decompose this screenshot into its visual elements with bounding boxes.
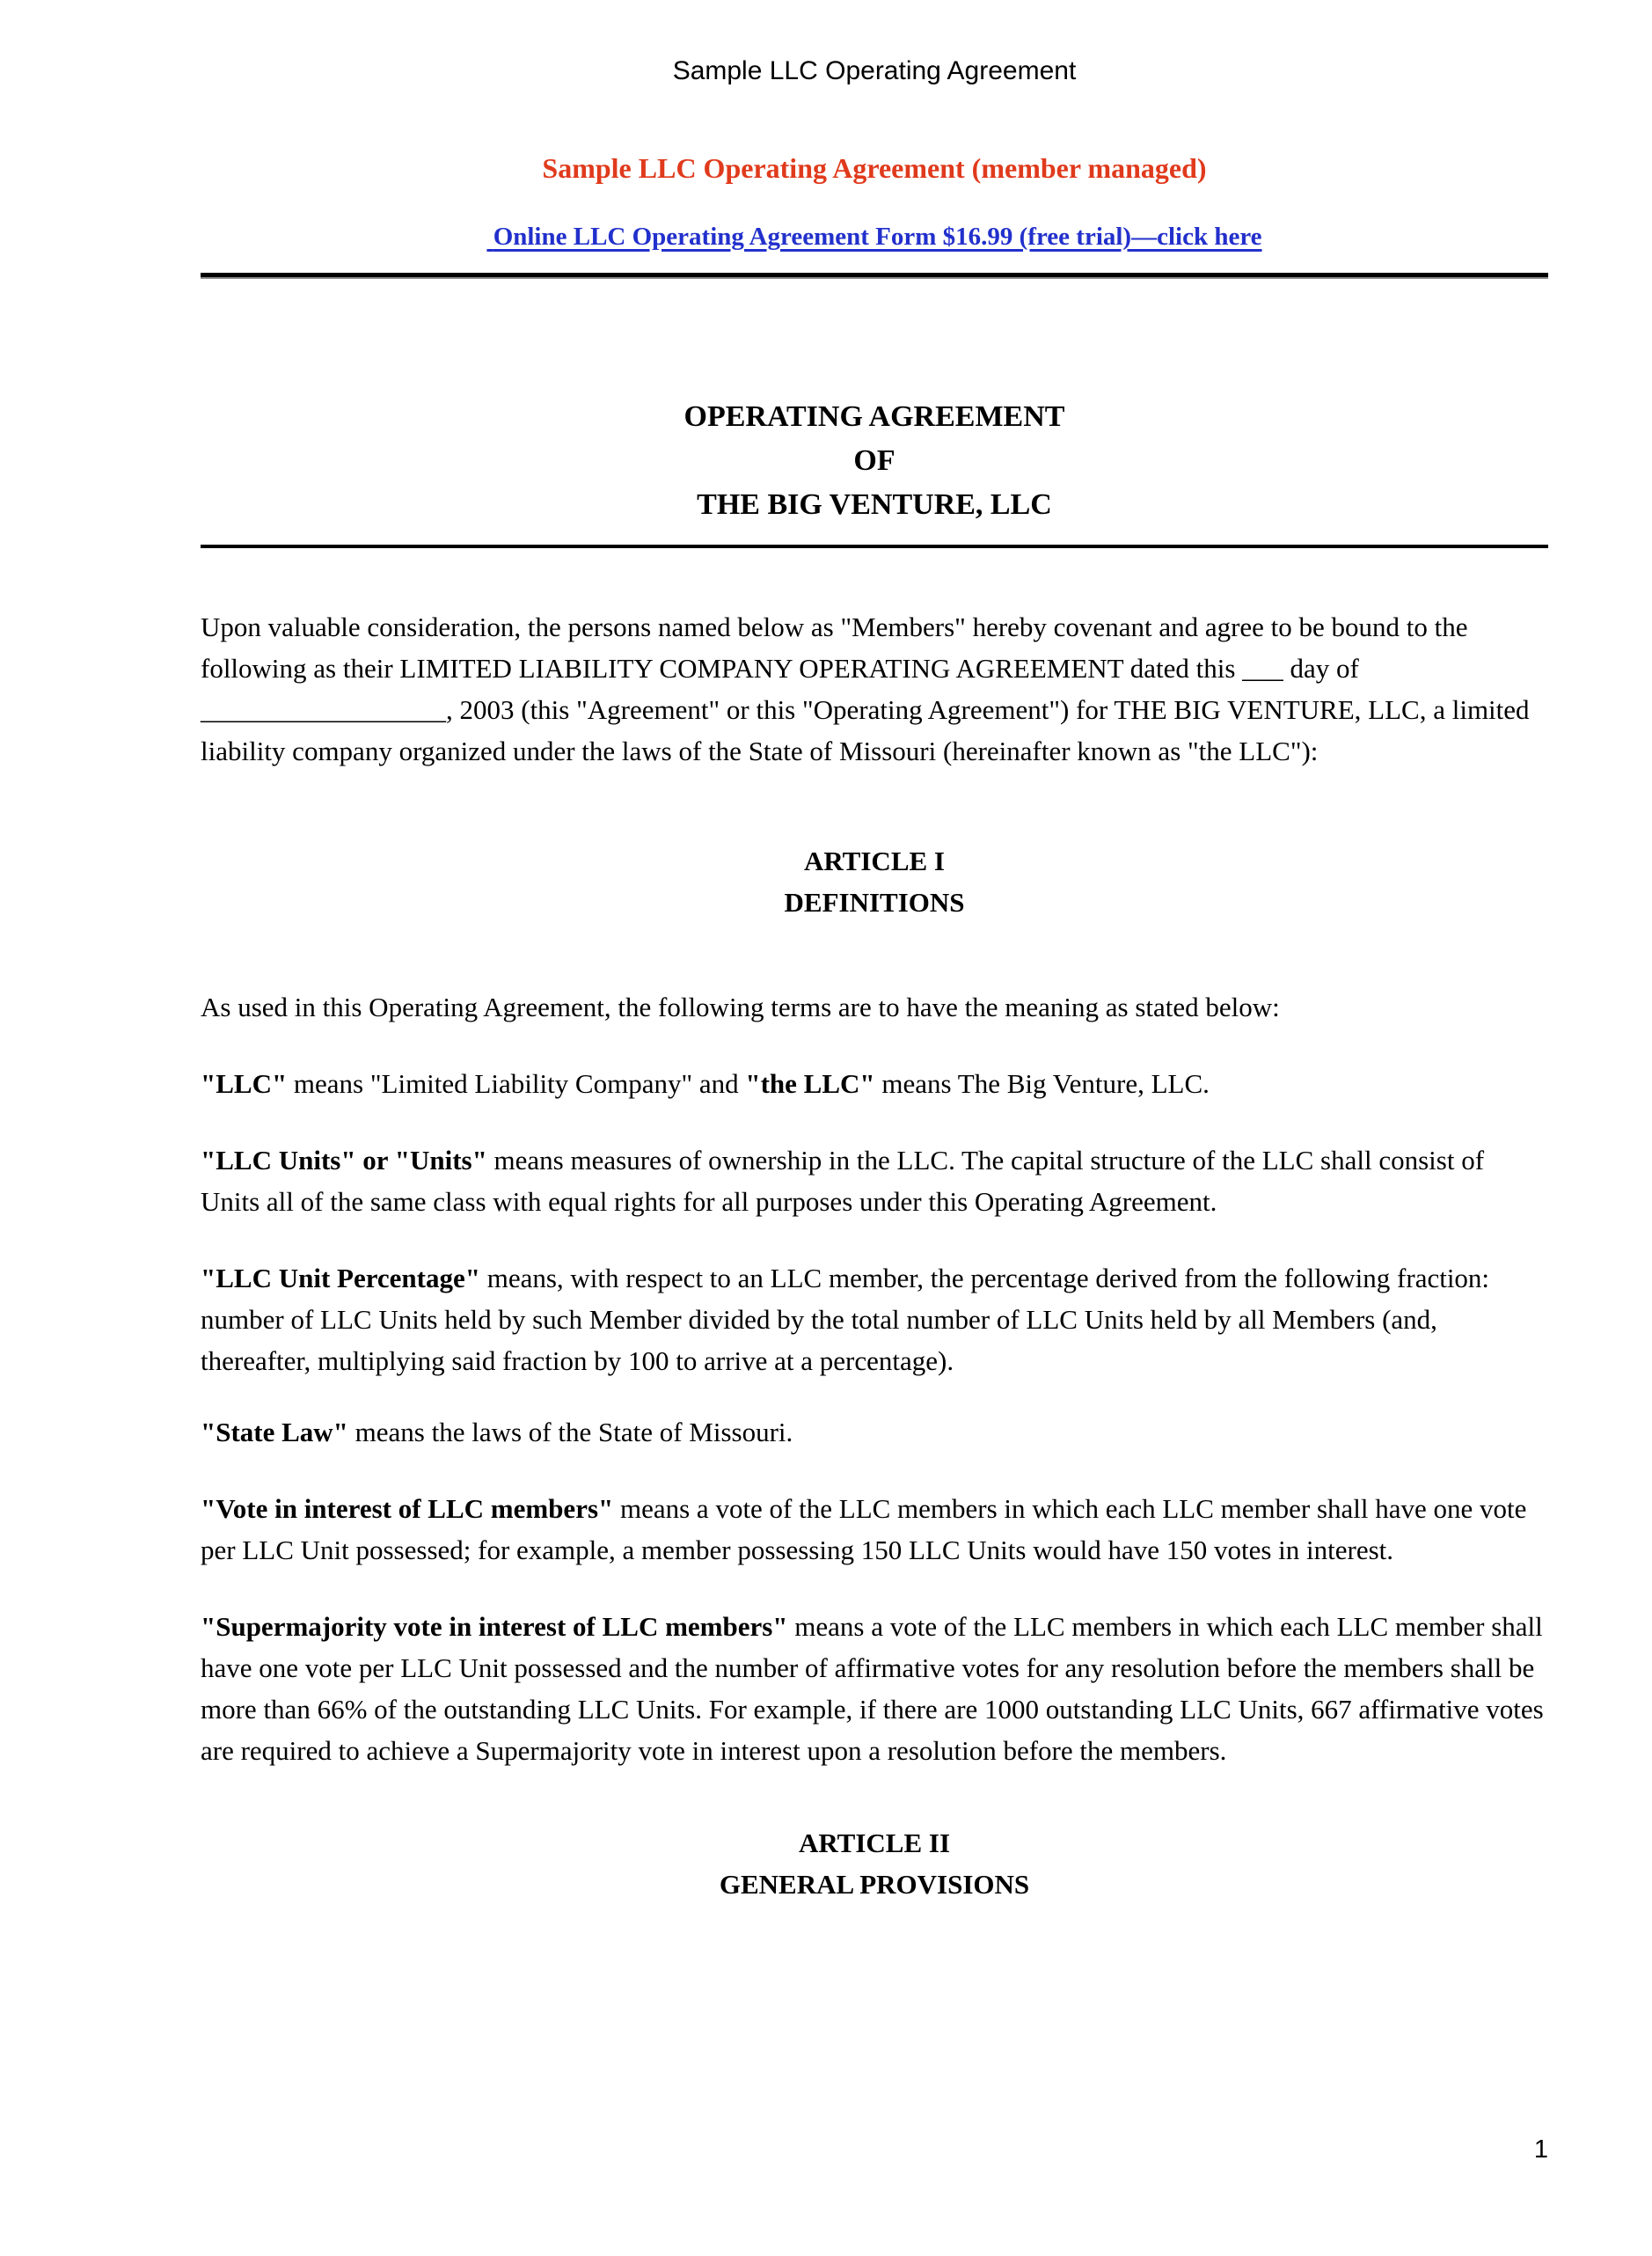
- article-2-heading-title: GENERAL PROVISIONS: [719, 1869, 1030, 1900]
- article-1-heading: [201, 840, 1548, 923]
- document-title-line-1: OPERATING AGREEMENT: [683, 400, 1065, 433]
- document-subtitle: Sample LLC Operating Agreement (member managed): [542, 152, 1207, 184]
- document-page: [0, 56, 1652, 2256]
- article-1-heading-title: DEFINITIONS: [784, 887, 965, 918]
- document-title-line-3: THE BIG VENTURE, LLC: [697, 488, 1052, 521]
- article-2-heading-number: ARTICLE II: [798, 1828, 951, 1858]
- definition-llc-units: "LLC Units" or "Units" means measures of ownership in the LLC. The capital structure of the LLC shall consist of Units all of the same class with equal rights for all purposes under this Operating Agreement.: [201, 1145, 1491, 1217]
- definitions-lead-paragraph: As used in this Operating Agreement, the following terms are to have the meaning as stated below:: [201, 992, 1280, 1022]
- definition-vote-in-interest: "Vote in interest of LLC members" means a vote of the LLC members in which each LLC member shall have one vote per LLC Unit possessed; for example, a member possessing 150 LLC Units would have 150 votes in interest.: [201, 1493, 1534, 1565]
- definition-llc-unit-percentage: "LLC Unit Percentage" means, with respect to an LLC member, the percentage derived from the following fraction: number of LLC Units held by such Member divided by the total number of LLC Units held by all Members (and, thereafter, multiplying said fraction by 100 to arrive at a percentage).: [201, 1263, 1496, 1376]
- definition-state-law: "State Law" means the laws of the State of Missouri.: [201, 1417, 793, 1447]
- article-2-heading: [201, 1822, 1548, 1905]
- intro-paragraph: Upon valuable consideration, the persons named below as "Members" hereby covenant and agree to be bound to the following as their LIMITED LIABILITY COMPANY OPERATING AGREEMENT dated this ___ day of __________________, 2003 (this "Agreement" or this "Operating Agreement") for THE BIG VENTURE, LLC, a limited liability company organized under the laws of the State of Missouri (hereinafter known as "the LLC"):: [201, 612, 1537, 766]
- definition-llc: "LLC" means "Limited Liability Company" and "the LLC" means The Big Venture, LLC.: [201, 1068, 1210, 1099]
- page-number: 1: [1533, 2135, 1548, 2164]
- purchase-link[interactable]: Online LLC Operating Agreement Form $16.99 (free trial)––click here: [486, 223, 1262, 251]
- page-header-title: Sample LLC Operating Agreement: [672, 56, 1077, 85]
- purchase-link-line: [201, 222, 1548, 252]
- horizontal-rule-top: [201, 273, 1548, 279]
- horizontal-rule-under-title: [201, 545, 1548, 548]
- article-1-heading-number: ARTICLE I: [804, 846, 945, 876]
- document-title-line-2: OF: [853, 444, 895, 477]
- definition-supermajority-vote: "Supermajority vote in interest of LLC members" means a vote of the LLC members in which each LLC member shall have one vote per LLC Unit possessed and the number of affirmative votes for any resolution before the members shall be more than 66% of the outstanding LLC Units. For example, if there are 1000 outstanding LLC Units, 667 affirmative votes are required to achieve a Supermajority vote in interest upon a resolution before the members.: [201, 1611, 1551, 1766]
- document-title: [201, 395, 1548, 527]
